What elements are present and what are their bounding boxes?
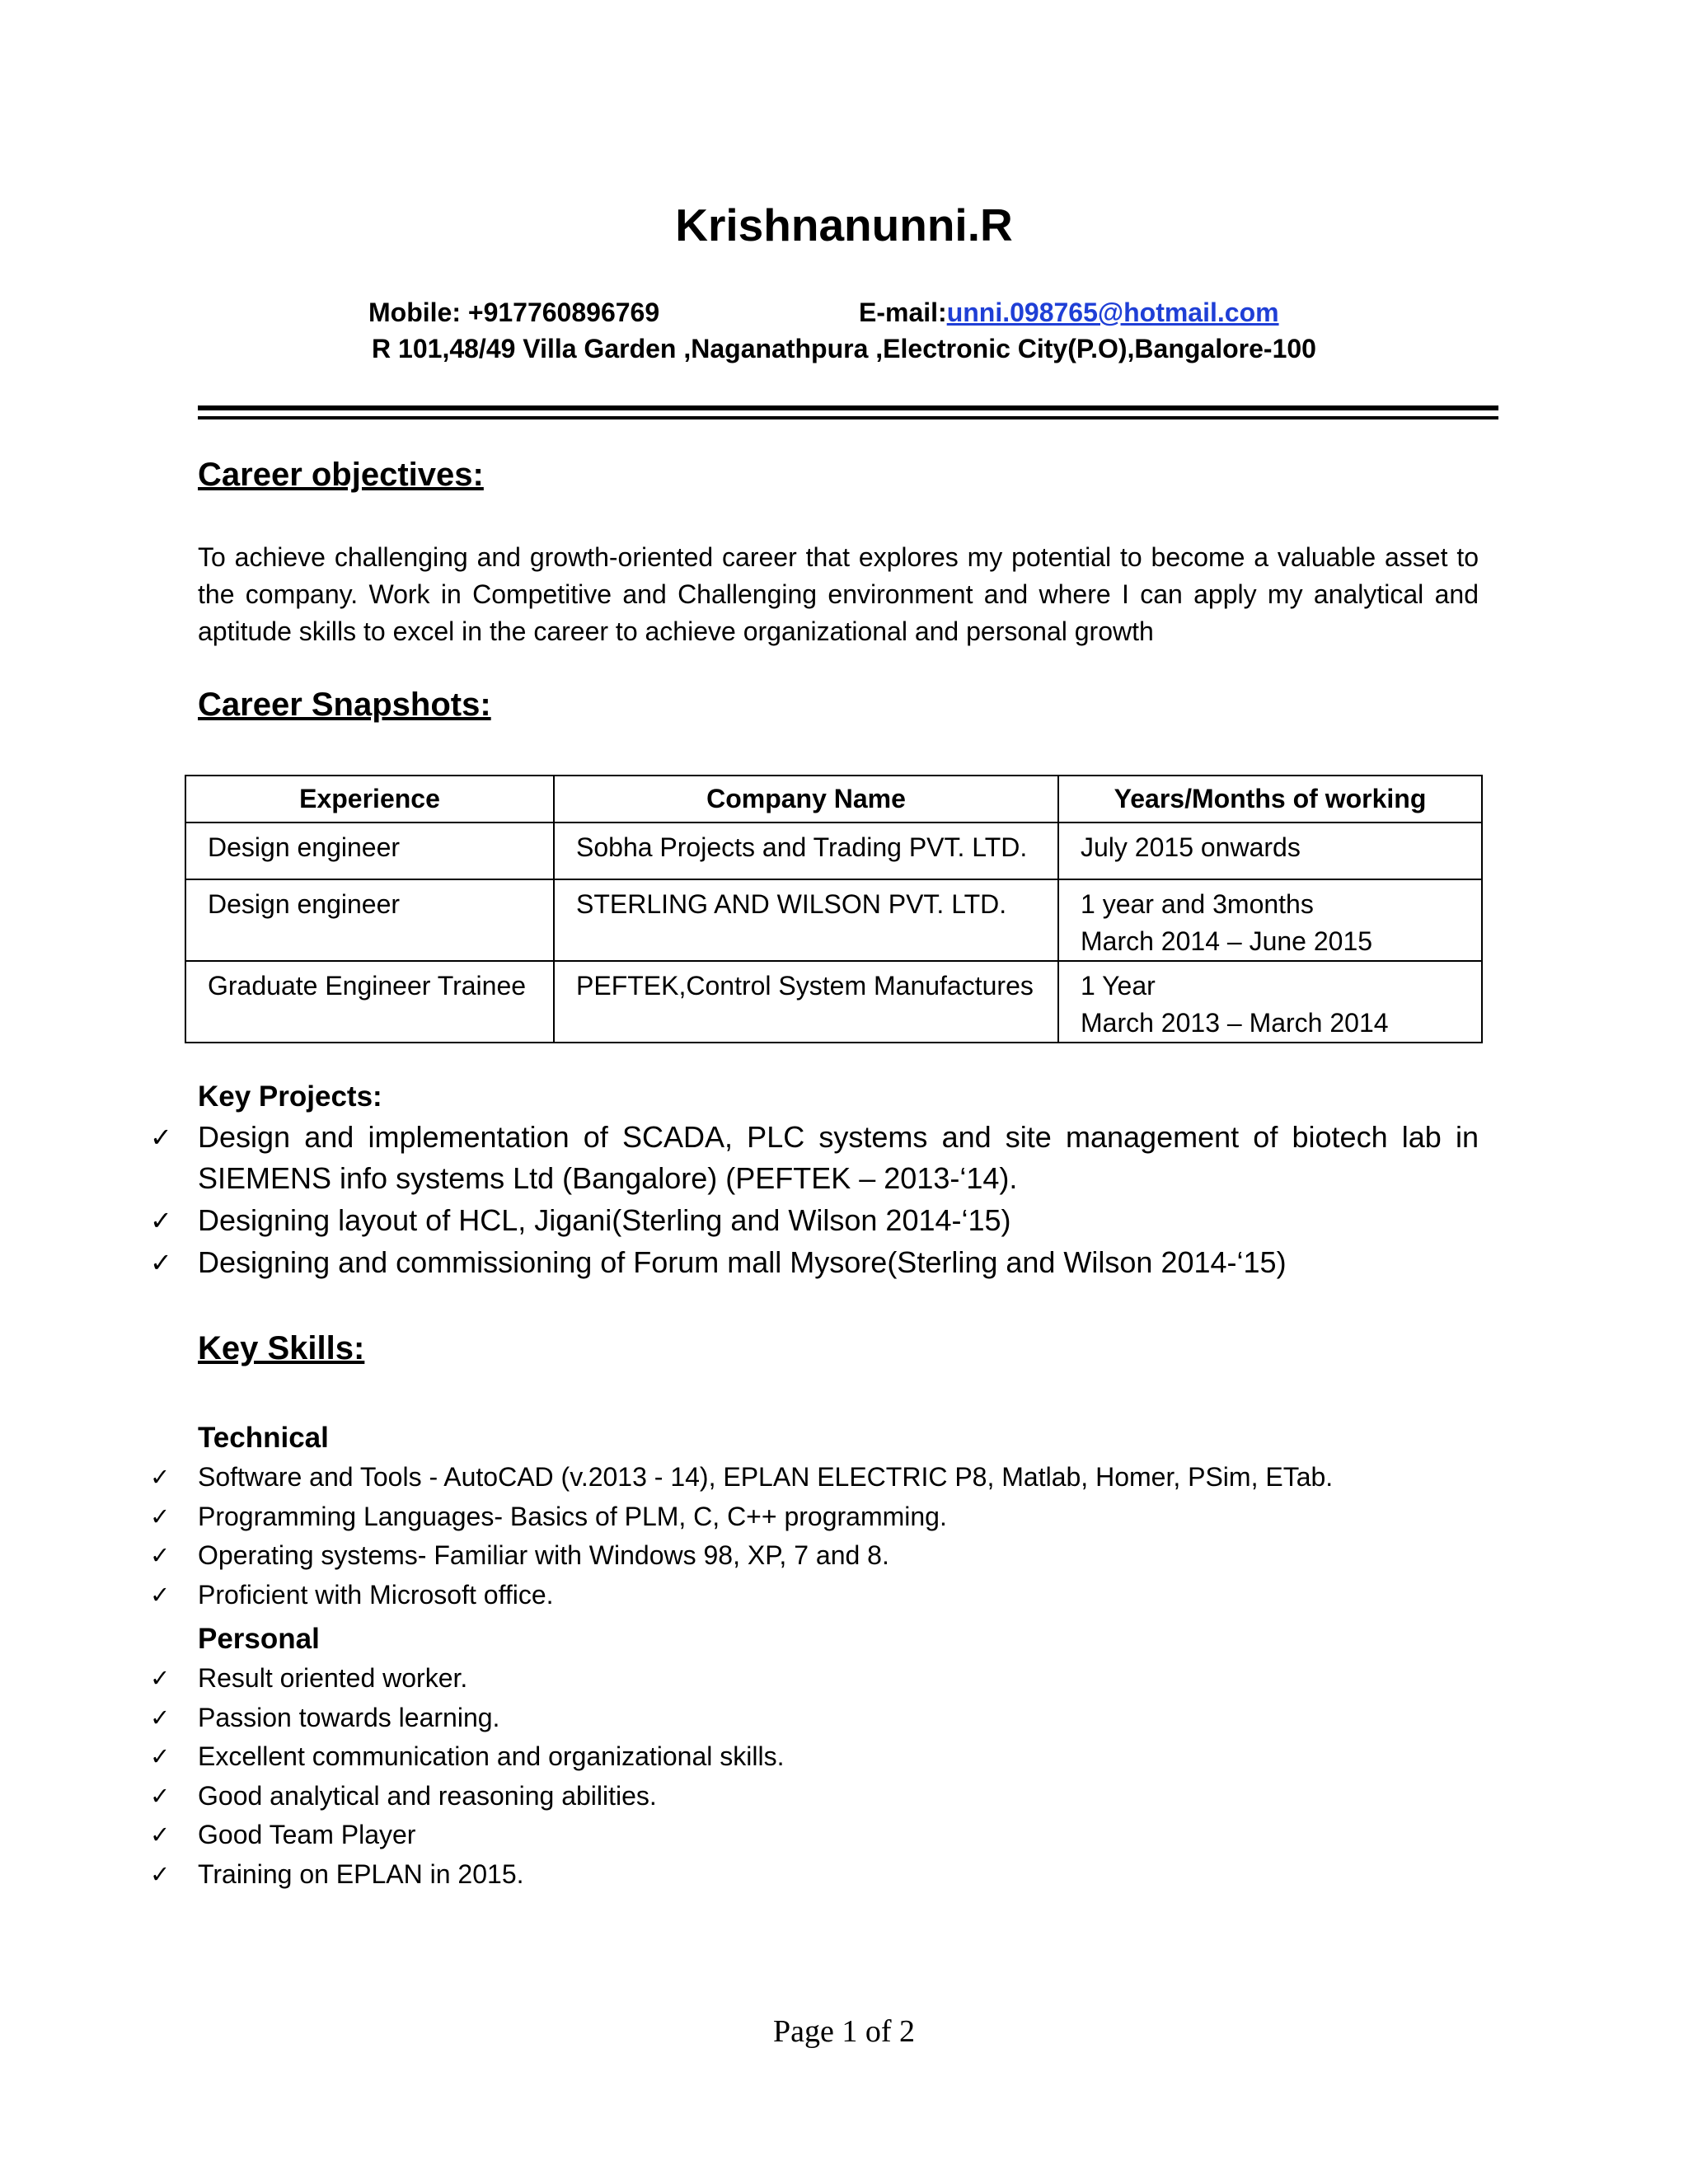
list-item xyxy=(150,1659,784,1699)
check-icon: ✓ xyxy=(150,1122,172,1153)
table-header-row xyxy=(185,776,1482,823)
check-icon: ✓ xyxy=(150,1541,171,1569)
check-icon: ✓ xyxy=(150,1821,171,1849)
skill-text: Proficient with Microsoft office. xyxy=(198,1579,554,1610)
cell-duration: 1 year and 3months xyxy=(1081,889,1314,919)
mobile-number: Mobile: +917760896769 xyxy=(368,298,660,327)
list-item xyxy=(150,1855,784,1895)
list-item xyxy=(150,1737,785,1777)
career-objectives-heading: Career objectives: xyxy=(198,457,484,493)
career-snapshots-table xyxy=(185,775,1483,1043)
table-row xyxy=(185,879,1482,961)
career-snapshots-heading: Career Snapshots: xyxy=(198,687,491,723)
check-icon: ✓ xyxy=(150,1580,171,1609)
list-item xyxy=(150,1777,784,1816)
list-item xyxy=(150,1816,784,1855)
list-item xyxy=(150,1458,1334,1497)
cell-experience: Graduate Engineer Trainee xyxy=(185,961,554,1043)
personal-skills-heading: Personal xyxy=(198,1623,320,1655)
cell-period: March 2013 – March 2014 xyxy=(1081,1008,1389,1038)
page-number: Page 1 of 2 xyxy=(772,2014,916,2049)
technical-skills-list xyxy=(150,1458,1334,1615)
check-icon: ✓ xyxy=(150,1742,171,1770)
skill-text: Training on EPLAN in 2015. xyxy=(198,1858,524,1889)
email-link[interactable]: unni.098765@hotmail.com xyxy=(946,298,1279,327)
check-icon: ✓ xyxy=(150,1463,171,1491)
column-header-duration: Years/Months of working xyxy=(1058,776,1482,823)
list-item xyxy=(150,1536,1333,1576)
header-divider-thick xyxy=(198,405,1498,410)
key-projects-list xyxy=(150,1117,1479,1283)
cell-duration-block xyxy=(1058,961,1482,1043)
cell-company: STERLING AND WILSON PVT. LTD. xyxy=(554,879,1058,961)
check-icon: ✓ xyxy=(150,1781,171,1810)
cell-duration-block xyxy=(1058,879,1482,961)
skill-text: Operating systems- Familiar with Windows 98, XP, 7 and 8. xyxy=(198,1540,889,1570)
cell-experience: Design engineer xyxy=(185,879,554,961)
column-header-experience: Experience xyxy=(185,776,554,823)
list-item xyxy=(150,1200,1479,1241)
contact-line xyxy=(368,295,1279,330)
list-item xyxy=(150,1699,784,1738)
candidate-name: Krishnanunni.R xyxy=(675,199,1013,251)
table-row xyxy=(185,823,1482,879)
cell-experience: Design engineer xyxy=(185,823,554,879)
address: R 101,48/49 Villa Garden ,Naganathpura ,Electronic City(P.O),Bangalore-100 xyxy=(372,334,1316,363)
header-divider-thin xyxy=(198,416,1498,419)
project-text: Design and implementation of SCADA, PLC systems and site management of biotech lab in SIEMENS info systems Ltd (Bangalore) (PEFTEK – 2013-‘14). xyxy=(198,1120,1479,1195)
cell-period: March 2014 – June 2015 xyxy=(1081,926,1373,956)
table-row xyxy=(185,961,1482,1043)
skill-text: Excellent communication and organizational skills. xyxy=(198,1741,785,1771)
key-projects-heading: Key Projects: xyxy=(198,1080,382,1113)
check-icon: ✓ xyxy=(150,1205,172,1236)
key-skills-heading: Key Skills: xyxy=(198,1330,365,1366)
skill-text: Software and Tools - AutoCAD (v.2013 - 14), EPLAN ELECTRIC P8, Matlab, Homer, PSim, ETab. xyxy=(198,1462,1334,1492)
check-icon: ✓ xyxy=(150,1703,171,1732)
project-text: Designing layout of HCL, Jigani(Sterling and Wilson 2014-‘15) xyxy=(198,1203,1011,1237)
check-icon: ✓ xyxy=(150,1859,171,1888)
cell-company: PEFTEK,Control System Manufactures xyxy=(554,961,1058,1043)
skill-text: Result oriented worker. xyxy=(198,1663,468,1693)
check-icon: ✓ xyxy=(150,1502,171,1530)
list-item xyxy=(150,1497,1333,1537)
column-header-company: Company Name xyxy=(554,776,1058,823)
check-icon: ✓ xyxy=(150,1664,171,1692)
list-item xyxy=(150,1242,1479,1283)
cell-duration: 1 Year xyxy=(1081,971,1156,1001)
skill-text: Good Team Player xyxy=(198,1820,416,1849)
list-item xyxy=(150,1117,1479,1199)
cell-duration: July 2015 onwards xyxy=(1058,823,1482,879)
email-block xyxy=(859,295,1279,330)
skill-text: Programming Languages- Basics of PLM, C, C++ programming. xyxy=(198,1501,947,1531)
project-text: Designing and commissioning of Forum mall Mysore(Sterling and Wilson 2014-‘15) xyxy=(198,1245,1287,1279)
personal-skills-list xyxy=(150,1659,785,1894)
skill-text: Good analytical and reasoning abilities. xyxy=(198,1780,657,1811)
email-label: E-mail: xyxy=(859,298,947,327)
list-item xyxy=(150,1576,1333,1615)
skill-text: Passion towards learning. xyxy=(198,1702,500,1732)
career-objectives-text: To achieve challenging and growth-oriented career that explores my potential to become a valuable asset to the company. Work in Competitive and Challenging environment and where I can apply my analytical and aptitude skills to excel in the career to achieve organizational and personal growth xyxy=(198,542,1479,646)
check-icon: ✓ xyxy=(150,1247,172,1278)
technical-skills-heading: Technical xyxy=(198,1422,329,1454)
cell-company: Sobha Projects and Trading PVT. LTD. xyxy=(554,823,1058,879)
